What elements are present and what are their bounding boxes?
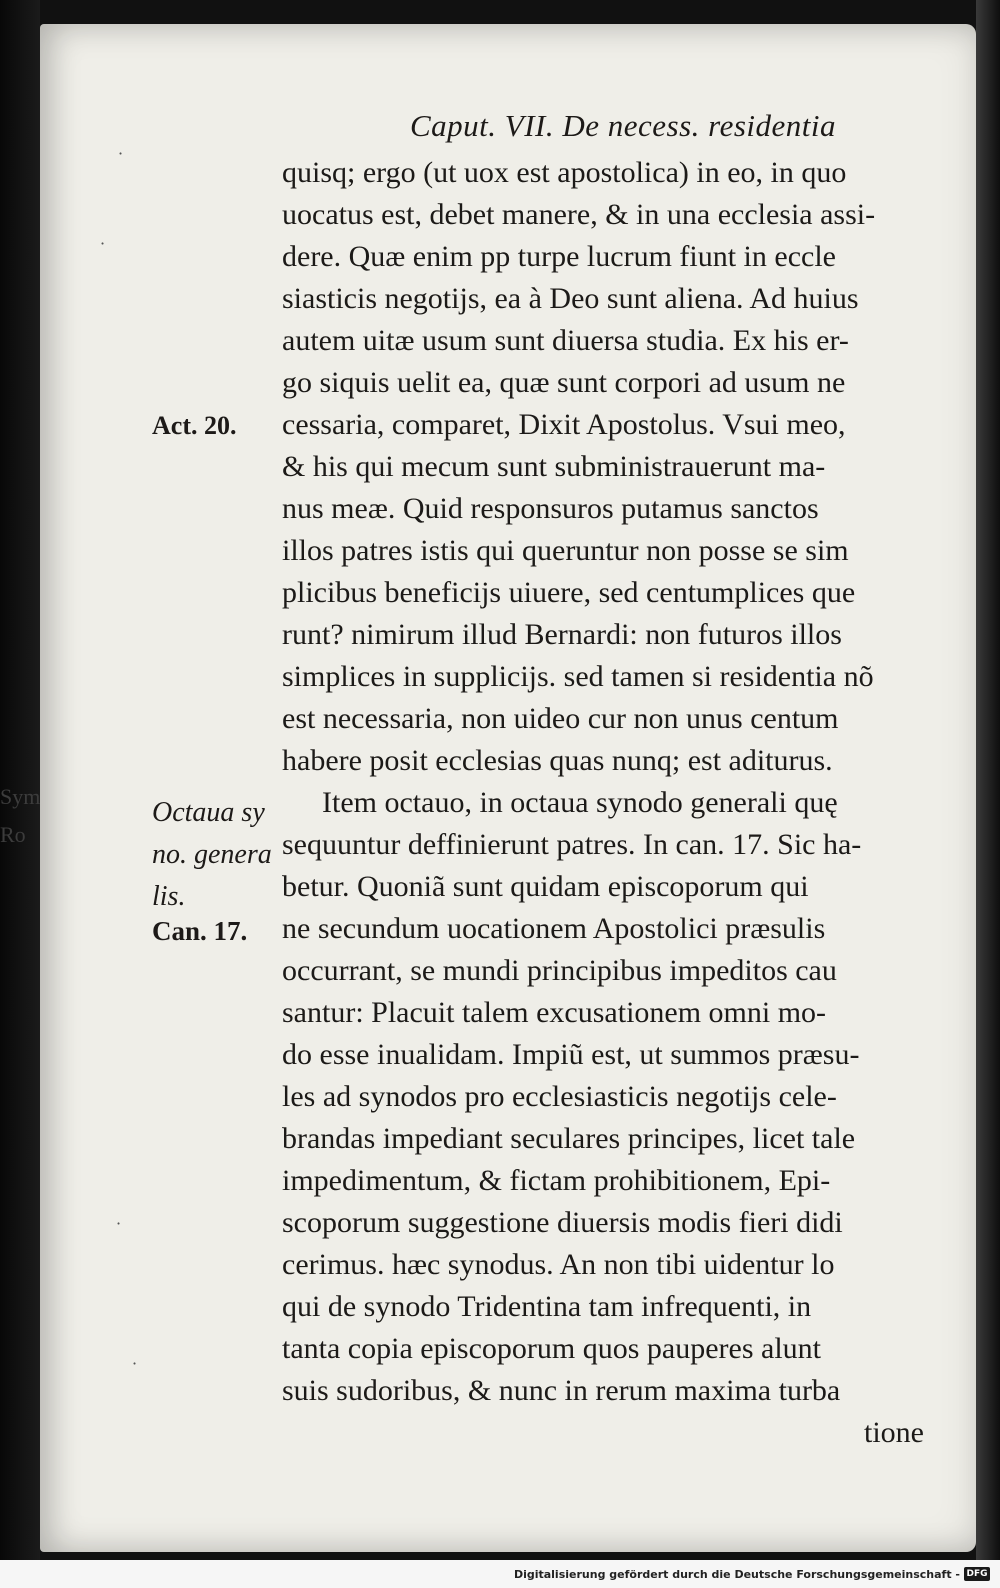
facing-page-fragment xyxy=(0,778,40,854)
marginal-note-canon: Can. 17. xyxy=(152,916,248,946)
marginal-line: Octaua sy xyxy=(152,797,265,828)
ink-speck: · xyxy=(132,1354,138,1373)
main-text xyxy=(282,152,982,1454)
text-line: sequuntur deffinierunt patres. In can. 17. Sic ha- xyxy=(282,828,862,861)
text-line: go siquis uelit ea, quæ sunt corpori ad usum ne xyxy=(282,366,846,399)
text-line: siasticis negotijs, ea à Deo sunt aliena. Ad huius xyxy=(282,282,859,315)
marginal-line: lis. xyxy=(152,881,186,912)
text-line: betur. Quoniã sunt quidam episcoporum qui xyxy=(282,870,809,903)
text-line: & his qui mecum sunt subministrauerunt ma- xyxy=(282,450,826,483)
text-line: tanta copia episcoporum quos pauperes alunt xyxy=(282,1332,822,1365)
marginal-note-acts: Act. 20. xyxy=(152,411,237,440)
marginal-line: no. genera xyxy=(152,839,272,870)
text-line: do esse inualidam. Impiũ est, ut summos præsu- xyxy=(282,1038,860,1071)
facing-fragment-line: Sym xyxy=(0,784,40,809)
text-line: ne secundum uocationem Apostolici præsulis xyxy=(282,912,826,945)
text-line: les ad synodos pro ecclesiasticis negotijs cele- xyxy=(282,1080,837,1113)
text-line: quisq; ergo (ut uox est apostolica) in eo, in quo xyxy=(282,156,847,189)
running-head: Caput. VII. De necess. residentia xyxy=(410,108,837,143)
text-line: plicibus beneficijs uiuere, sed centumplices que xyxy=(282,576,856,609)
ink-speck: · xyxy=(116,1214,122,1233)
catchword: tione xyxy=(864,1416,924,1449)
text-line: cerimus. hæc synodus. An non tibi uidentur lo xyxy=(282,1248,835,1281)
text-line: suis sudoribus, & nunc in rerum maxima turba xyxy=(282,1374,841,1407)
text-line: nus meæ. Quid responsuros putamus sanctos xyxy=(282,492,819,525)
text-line: simplices in supplicijs. sed tamen si residentia nõ xyxy=(282,660,874,693)
ink-speck: · xyxy=(118,144,124,163)
text-line: occurrant, se mundi principibus impeditos cau xyxy=(282,954,837,987)
text-line: est necessaria, non uideo cur non unus centum xyxy=(282,702,839,735)
marginal-note-synod xyxy=(152,792,272,918)
text-line: santur: Placuit talem excusationem omni mo- xyxy=(282,996,827,1029)
text-line: dere. Quæ enim pp turpe lucrum fiunt in eccle xyxy=(282,240,836,273)
text-line: illos patres istis qui queruntur non posse se sim xyxy=(282,534,849,567)
text-line: impedimentum, & fictam prohibitionem, Epi- xyxy=(282,1164,831,1197)
facing-fragment-line: Ro xyxy=(0,822,26,847)
text-line: habere posit ecclesias quas nunq; est aditurus. xyxy=(282,744,833,777)
text-line: Item octauo, in octaua synodo generali quę xyxy=(322,786,838,819)
text-line: qui de synodo Tridentina tam infrequenti, in xyxy=(282,1290,812,1323)
footer-bar xyxy=(0,1560,1000,1588)
dfg-logo: DFG xyxy=(964,1567,990,1581)
text-line: uocatus est, debet manere, & in una ecclesia assi- xyxy=(282,198,876,231)
text-line: autem uitæ usum sunt diuersa studia. Ex his er- xyxy=(282,324,849,357)
text-line: brandas impediant seculares principes, licet tale xyxy=(282,1122,856,1155)
ink-speck: · xyxy=(100,234,106,253)
book-page xyxy=(40,24,976,1552)
text-line: runt? nimirum illud Bernardi: non futuros illos xyxy=(282,618,842,651)
text-line: cessaria, comparet, Dixit Apostolus. Vsui meo, xyxy=(282,408,846,441)
funding-credit: Digitalisierung gefördert durch die Deutsche Forschungsgemeinschaft - xyxy=(513,1568,960,1581)
text-line: scoporum suggestione diuersis modis fieri didi xyxy=(282,1206,843,1239)
